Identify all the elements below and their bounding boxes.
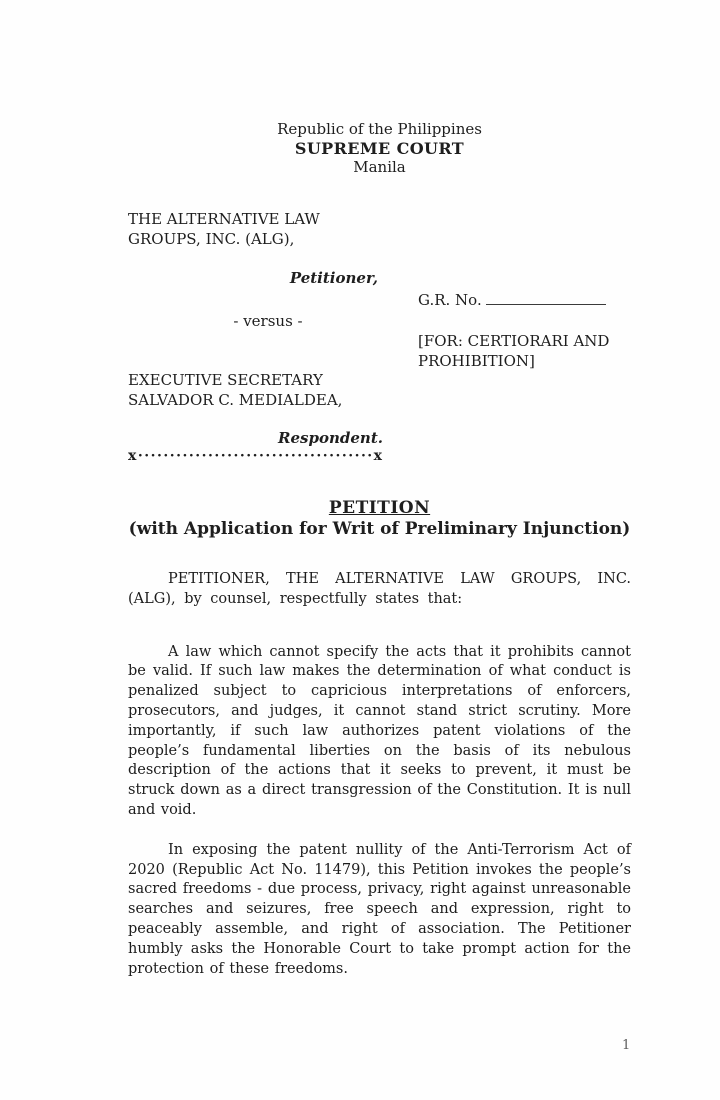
court-header <box>128 120 631 177</box>
case-caption <box>128 210 631 472</box>
petitioner-name <box>128 210 320 249</box>
court-location: Manila <box>353 158 406 176</box>
case-type-line1: [FOR: CERTIORARI AND <box>418 332 610 350</box>
caption-separator-line: x·····································x <box>128 448 384 464</box>
document-content <box>128 0 631 979</box>
respondent-name-line2: SALVADOR C. MEDIALDEA, <box>128 390 343 409</box>
court-name: SUPREME COURT <box>294 139 465 158</box>
respondent-name-line1: EXECUTIVE SECRETARY <box>128 371 323 389</box>
case-type <box>418 332 609 371</box>
versus-label: - versus - <box>233 312 303 330</box>
case-type-line2: PROHIBITION] <box>418 351 535 370</box>
intro-paragraph: PETITIONER, THE ALTERNATIVE LAW GROUPS, INC. (ALG), by counsel, respectfully states that: <box>128 571 631 607</box>
gr-number <box>418 291 606 311</box>
petition-title: PETITION <box>328 498 431 518</box>
republic-line: Republic of the Philippines <box>277 120 482 138</box>
petitioner-name-line2: GROUPS, INC. (ALG), <box>128 229 295 248</box>
body-paragraph-1: A law which cannot specify the acts that it prohibits cannot be valid. If such law makes the determination of what conduct is penalized subject to capricious interpretations of enforcers, prosecutors, and judges, it cannot stand strict scrutiny. More importantly, if such law authorizes patent violations of the people’s fundamental liberties on the basis of its nebulous description of the actions that it seeks to prevent, it must be struck down as a direct transgression of the Constitution. It is null and void. <box>128 643 631 818</box>
gr-number-label: G.R. No. <box>418 291 482 309</box>
respondent-name <box>128 371 342 410</box>
petitioner-role-label: Petitioner, <box>289 269 378 287</box>
respondent-role-label: Respondent. <box>278 429 383 447</box>
petition-subtitle: (with Application for Writ of Preliminary Injunction) <box>128 519 631 539</box>
gr-number-blank-line <box>486 292 606 305</box>
body-paragraph-2: In exposing the patent nullity of the Anti-Terrorism Act of 2020 (Republic Act No. 11479), this Petition invokes the people’s sacred freedoms - due process, privacy, right against unreasonable searches and seizures, free speech and expression, right to peaceably assemble, and right of association. The Petitioner humbly asks the Honorable Court to take prompt action for the protection of these freedoms. <box>128 841 631 977</box>
page-number: 1 <box>622 1038 631 1053</box>
petition-title-block <box>128 498 631 540</box>
petitioner-name-line1: THE ALTERNATIVE LAW <box>128 210 320 228</box>
